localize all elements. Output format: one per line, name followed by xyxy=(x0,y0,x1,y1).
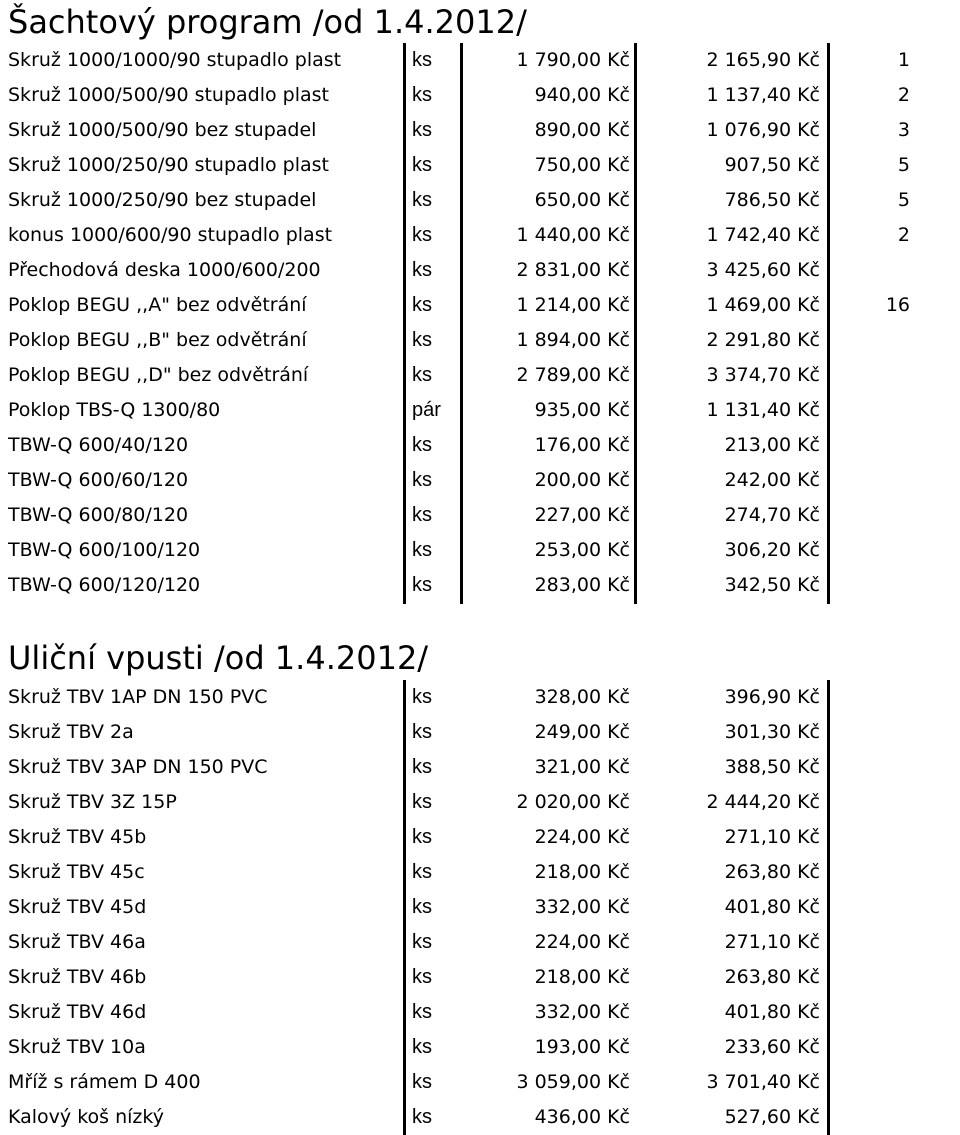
product-name: Skruž 1000/1000/90 stupadlo plast xyxy=(8,49,342,71)
unit: ks xyxy=(412,791,432,813)
price-with-vat: 907,50 Kč xyxy=(724,154,820,176)
unit: ks xyxy=(412,756,432,778)
unit: ks xyxy=(412,1071,432,1093)
price-with-vat: 271,10 Kč xyxy=(724,931,820,953)
price: 1 440,00 Kč xyxy=(516,224,630,246)
quantity xyxy=(840,498,910,532)
product-name: Poklop BEGU ,,D" bez odvětrání xyxy=(8,364,309,386)
price-with-vat: 306,20 Kč xyxy=(724,539,820,561)
column-divider xyxy=(403,43,406,604)
table-row xyxy=(0,925,960,959)
price-with-vat: 396,90 Kč xyxy=(724,686,820,708)
product-name: Kalový koš nízký xyxy=(8,1106,164,1128)
unit: ks xyxy=(412,686,432,708)
unit: ks xyxy=(412,826,432,848)
unit: ks xyxy=(412,539,432,561)
table-row xyxy=(0,568,960,602)
quantity: 1 xyxy=(897,49,910,71)
table-row xyxy=(0,43,960,77)
price-with-vat: 263,80 Kč xyxy=(724,966,820,988)
price-with-vat: 2 444,20 Kč xyxy=(706,791,820,813)
table-row xyxy=(0,750,960,784)
quantity xyxy=(840,463,910,497)
table-row xyxy=(0,428,960,462)
table-row xyxy=(0,890,960,924)
price: 750,00 Kč xyxy=(534,154,630,176)
price-with-vat: 213,00 Kč xyxy=(724,434,820,456)
product-name: Skruž TBV 46d xyxy=(8,1001,147,1023)
price: 328,00 Kč xyxy=(534,686,630,708)
price: 1 790,00 Kč xyxy=(516,49,630,71)
price: 283,00 Kč xyxy=(534,574,630,596)
unit: ks xyxy=(412,721,432,743)
table-row xyxy=(0,183,960,217)
column-divider xyxy=(827,680,830,1135)
price: 940,00 Kč xyxy=(534,84,630,106)
table-row xyxy=(0,253,960,287)
price: 650,00 Kč xyxy=(534,189,630,211)
price-with-vat: 1 137,40 Kč xyxy=(706,84,820,106)
unit: ks xyxy=(412,84,432,106)
product-name: TBW-Q 600/40/120 xyxy=(8,434,189,456)
table-row xyxy=(0,218,960,252)
quantity xyxy=(840,393,910,427)
price-with-vat: 1 469,00 Kč xyxy=(706,294,820,316)
section-title: Šachtový program /od 1.4.2012/ xyxy=(8,3,527,41)
price: 321,00 Kč xyxy=(534,756,630,778)
table-row xyxy=(0,78,960,112)
table-row xyxy=(0,715,960,749)
product-name: TBW-Q 600/60/120 xyxy=(8,469,189,491)
quantity: 2 xyxy=(897,224,910,246)
table-row xyxy=(0,820,960,854)
table-row xyxy=(0,960,960,994)
price: 935,00 Kč xyxy=(534,399,630,421)
price-table xyxy=(0,43,960,604)
quantity xyxy=(840,253,910,287)
unit: pár xyxy=(412,399,441,421)
price-with-vat: 3 374,70 Kč xyxy=(706,364,820,386)
product-name: Přechodová deska 1000/600/200 xyxy=(8,259,321,281)
price-table xyxy=(0,680,960,1135)
column-divider xyxy=(827,43,830,604)
unit: ks xyxy=(412,259,432,281)
table-row xyxy=(0,855,960,889)
price-with-vat: 2 291,80 Kč xyxy=(706,329,820,351)
quantity: 5 xyxy=(897,154,910,176)
price: 2 020,00 Kč xyxy=(516,791,630,813)
price: 218,00 Kč xyxy=(534,966,630,988)
price: 2 831,00 Kč xyxy=(516,259,630,281)
product-name: Skruž 1000/250/90 bez stupadel xyxy=(8,189,317,211)
price: 1 214,00 Kč xyxy=(516,294,630,316)
price-with-vat: 401,80 Kč xyxy=(724,896,820,918)
price-with-vat: 401,80 Kč xyxy=(724,1001,820,1023)
price-with-vat: 242,00 Kč xyxy=(724,469,820,491)
price: 224,00 Kč xyxy=(534,931,630,953)
quantity: 3 xyxy=(897,119,910,141)
product-name: Skruž 1000/500/90 stupadlo plast xyxy=(8,84,329,106)
unit: ks xyxy=(412,119,432,141)
price: 253,00 Kč xyxy=(534,539,630,561)
column-divider xyxy=(460,43,463,604)
product-name: TBW-Q 600/80/120 xyxy=(8,504,189,526)
unit: ks xyxy=(412,931,432,953)
quantity: 16 xyxy=(885,294,910,316)
product-name: Skruž TBV 10a xyxy=(8,1036,146,1058)
product-name: Skruž TBV 2a xyxy=(8,721,134,743)
table-row xyxy=(0,148,960,182)
unit: ks xyxy=(412,1036,432,1058)
product-name: Skruž 1000/250/90 stupadlo plast xyxy=(8,154,329,176)
price: 1 894,00 Kč xyxy=(516,329,630,351)
product-name: Skruž TBV 46a xyxy=(8,931,146,953)
product-name: Skruž TBV 1AP DN 150 PVC xyxy=(8,686,268,708)
product-name: TBW-Q 600/100/120 xyxy=(8,539,201,561)
product-name: Skruž TBV 45c xyxy=(8,861,145,883)
table-row xyxy=(0,288,960,322)
price-with-vat: 1 742,40 Kč xyxy=(706,224,820,246)
quantity xyxy=(840,533,910,567)
price-with-vat: 3 425,60 Kč xyxy=(706,259,820,281)
unit: ks xyxy=(412,574,432,596)
table-row xyxy=(0,498,960,532)
price: 218,00 Kč xyxy=(534,861,630,883)
price: 436,00 Kč xyxy=(534,1106,630,1128)
product-name: Skruž TBV 45d xyxy=(8,896,147,918)
product-name: Mříž s rámem D 400 xyxy=(8,1071,201,1093)
price: 224,00 Kč xyxy=(534,826,630,848)
table-row xyxy=(0,1100,960,1134)
price: 227,00 Kč xyxy=(534,504,630,526)
table-row xyxy=(0,113,960,147)
price-with-vat: 1 076,90 Kč xyxy=(706,119,820,141)
product-name: Skruž TBV 3AP DN 150 PVC xyxy=(8,756,268,778)
column-divider xyxy=(634,43,637,604)
table-row xyxy=(0,995,960,1029)
column-divider xyxy=(403,680,406,1135)
unit: ks xyxy=(412,1106,432,1128)
quantity xyxy=(840,428,910,462)
table-row xyxy=(0,323,960,357)
price: 3 059,00 Kč xyxy=(516,1071,630,1093)
product-name: Skruž TBV 45b xyxy=(8,826,147,848)
unit: ks xyxy=(412,329,432,351)
product-name: Poklop BEGU ,,A" bez odvětrání xyxy=(8,294,307,316)
price-with-vat: 342,50 Kč xyxy=(724,574,820,596)
quantity xyxy=(840,323,910,357)
table-row xyxy=(0,1065,960,1099)
price-with-vat: 271,10 Kč xyxy=(724,826,820,848)
unit: ks xyxy=(412,364,432,386)
product-name: Poklop BEGU ,,B" bez odvětrání xyxy=(8,329,307,351)
price: 2 789,00 Kč xyxy=(516,364,630,386)
unit: ks xyxy=(412,469,432,491)
price-with-vat: 233,60 Kč xyxy=(724,1036,820,1058)
price-with-vat: 527,60 Kč xyxy=(724,1106,820,1128)
quantity: 5 xyxy=(897,189,910,211)
unit: ks xyxy=(412,861,432,883)
table-row xyxy=(0,393,960,427)
quantity xyxy=(840,568,910,602)
table-row xyxy=(0,358,960,392)
price-with-vat: 274,70 Kč xyxy=(724,504,820,526)
product-name: konus 1000/600/90 stupadlo plast xyxy=(8,224,333,246)
price-with-vat: 301,30 Kč xyxy=(724,721,820,743)
quantity xyxy=(840,358,910,392)
table-row xyxy=(0,680,960,714)
product-name: Skruž 1000/500/90 bez stupadel xyxy=(8,119,317,141)
unit: ks xyxy=(412,294,432,316)
unit: ks xyxy=(412,1001,432,1023)
price-with-vat: 263,80 Kč xyxy=(724,861,820,883)
price-with-vat: 1 131,40 Kč xyxy=(706,399,820,421)
price: 249,00 Kč xyxy=(534,721,630,743)
unit: ks xyxy=(412,154,432,176)
price: 176,00 Kč xyxy=(534,434,630,456)
product-name: Skruž TBV 3Z 15P xyxy=(8,791,177,813)
table-row xyxy=(0,1030,960,1064)
unit: ks xyxy=(412,966,432,988)
product-name: Poklop TBS-Q 1300/80 xyxy=(8,399,221,421)
table-row xyxy=(0,533,960,567)
product-name: Skruž TBV 46b xyxy=(8,966,147,988)
price-with-vat: 786,50 Kč xyxy=(724,189,820,211)
unit: ks xyxy=(412,504,432,526)
unit: ks xyxy=(412,224,432,246)
price-with-vat: 388,50 Kč xyxy=(724,756,820,778)
unit: ks xyxy=(412,896,432,918)
table-row xyxy=(0,785,960,819)
unit: ks xyxy=(412,434,432,456)
price: 200,00 Kč xyxy=(534,469,630,491)
unit: ks xyxy=(412,189,432,211)
price: 332,00 Kč xyxy=(534,896,630,918)
product-name: TBW-Q 600/120/120 xyxy=(8,574,201,596)
price: 890,00 Kč xyxy=(534,119,630,141)
table-row xyxy=(0,463,960,497)
section-title: Uliční vpusti /od 1.4.2012/ xyxy=(8,639,429,677)
quantity: 2 xyxy=(897,84,910,106)
price: 332,00 Kč xyxy=(534,1001,630,1023)
price-with-vat: 3 701,40 Kč xyxy=(706,1071,820,1093)
price-with-vat: 2 165,90 Kč xyxy=(706,49,820,71)
price: 193,00 Kč xyxy=(534,1036,630,1058)
unit: ks xyxy=(412,49,432,71)
